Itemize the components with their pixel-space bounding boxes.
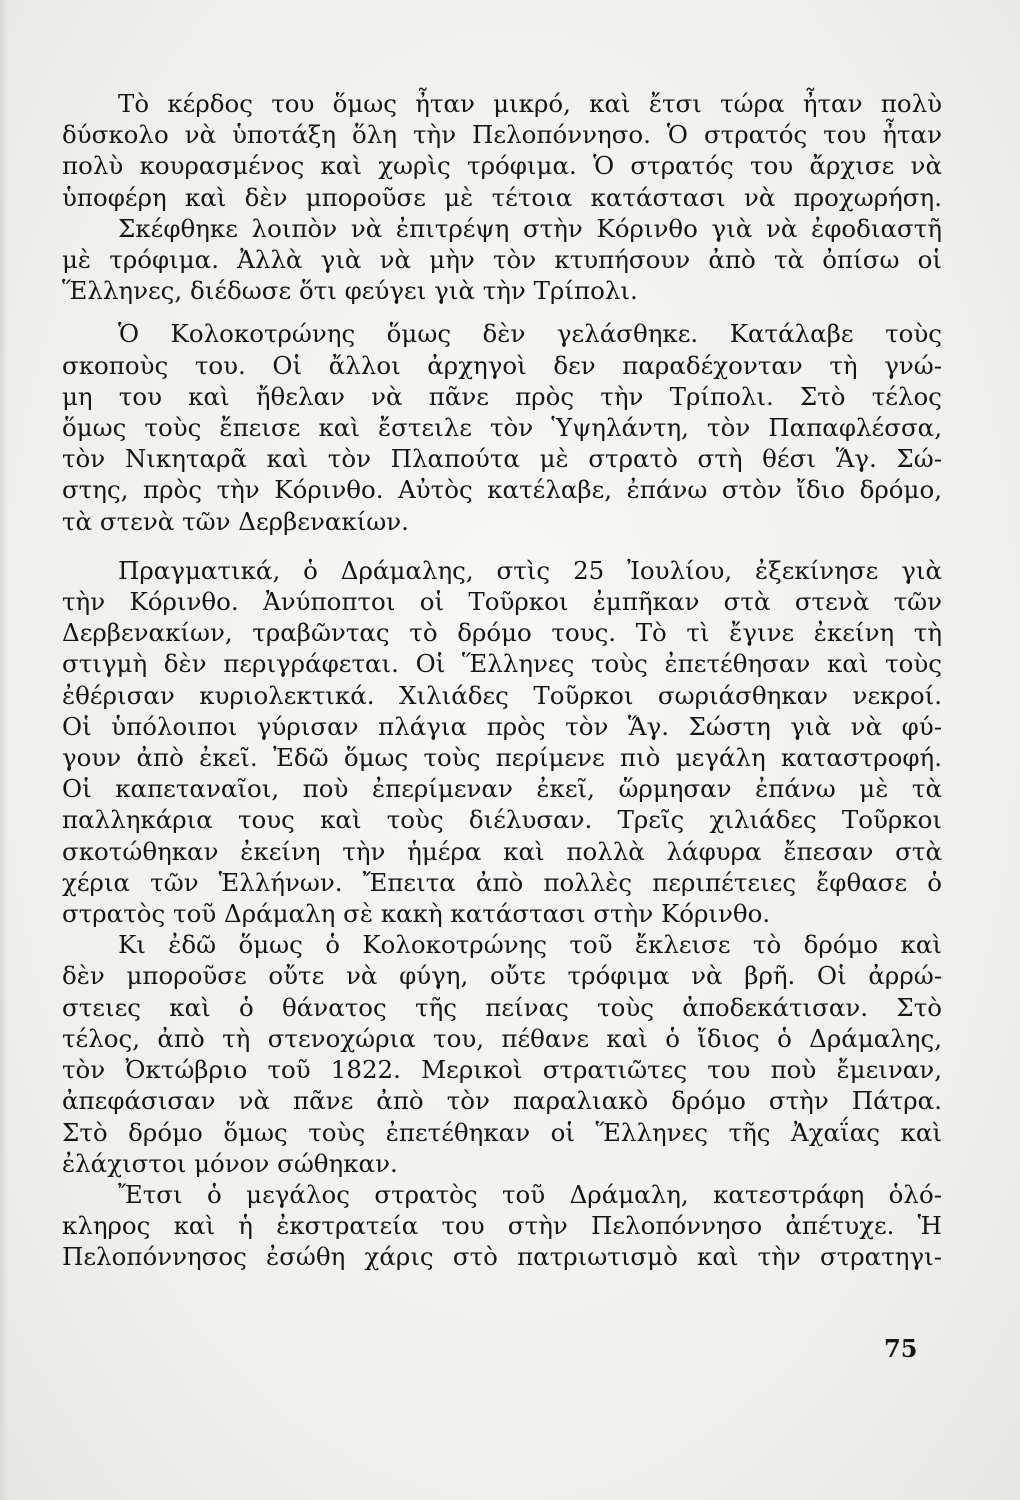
text-line: ὑποφέρη καὶ δὲν μποροῦσε μὲ τέτοια κατάστασι νὰ προχωρήση. [62, 182, 942, 212]
paragraph-1 [62, 88, 942, 213]
text-line: Ἔτσι ὁ μεγάλος στρατὸς τοῦ Δράμαλη, κατεστράφη ὁλό- [118, 1179, 942, 1209]
text-line: τὴν Κόρινθο. Ἀνύποπτοι οἱ Τοῦρκοι ἐμπῆκαν στὰ στενὰ τῶν [62, 587, 942, 617]
text-line: πολὺ κουρασμένος καὶ χωρὶς τρόφιμα. Ὁ στρατός του ἄρχισε νὰ [62, 151, 942, 181]
text-line: Ὁ Κολοκοτρώνης ὅμως δὲν γελάσθηκε. Κατάλαβε τοὺς [118, 319, 942, 349]
text-line: Πραγματικά, ὁ Δράμαλης, στὶς 25 Ἰουλίου, ἐξεκίνησε γιὰ [118, 555, 942, 585]
text-line: ἀπεφάσισαν νὰ πᾶνε ἀπὸ τὸν παραλιακὸ δρόμο στὴν Πάτρα. [62, 1086, 942, 1116]
text-line: παλληκάρια τους καὶ τοὺς διέλυσαν. Τρεῖς χιλιάδες Τοῦρκοι [62, 805, 942, 835]
text-line: Οἱ ὑπόλοιποι γύρισαν πλάγια πρὸς τὸν Ἅγ. Σώστη γιὰ νὰ φύ- [62, 711, 942, 741]
text-line: ὅμως τοὺς ἔπεισε καὶ ἔστειλε τὸν Ὑψηλάντη, τὸν Παπαφλέσσα, [62, 413, 942, 443]
text-line: Οἱ καπεταναῖοι, ποὺ ἐπερίμεναν ἐκεῖ, ὥρμησαν ἐπάνω μὲ τὰ [62, 774, 942, 804]
text-line: ἐλάχιστοι μόνον σώθηκαν. [62, 1148, 398, 1178]
text-line: στρατὸς τοῦ Δράμαλη σὲ κακὴ κατάστασι στὴν Κόρινθο. [62, 899, 771, 929]
text-line: χέρια τῶν Ἑλλήνων. Ἔπειτα ἀπὸ πολλὲς περιπέτειες ἔφθασε ὁ [62, 867, 942, 897]
text-line: Σκέφθηκε λοιπὸν νὰ ἐπιτρέψη στὴν Κόρινθο γιὰ νὰ ἐφοδιαστῆ [118, 213, 942, 243]
text-line: μη του καὶ ἤθελαν νὰ πᾶνε πρὸς τὴν Τρίπολι. Στὸ τέλος [62, 381, 942, 411]
text-line: στιγμὴ δὲν περιγράφεται. Οἱ Ἕλληνες τοὺς ἐπετέθησαν καὶ τοὺς [62, 649, 942, 679]
text-line: στειες καὶ ὁ θάνατος τῆς πείνας τοὺς ἀποδεκάτισαν. Στὸ [62, 992, 942, 1022]
paragraph-5 [62, 929, 942, 1179]
text-line: Δερβενακίων, τραβῶντας τὸ δρόμο τους. Τὸ τὶ ἔγινε ἐκείνη τὴ [62, 618, 942, 648]
text-line: σκοτώθηκαν ἐκείνη τὴν ἡμέρα καὶ πολλὰ λάφυρα ἔπεσαν στὰ [62, 836, 942, 866]
text-line: Πελοπόννησος ἐσώθη χάρις στὸ πατριωτισμὸ καὶ τὴν στρατηγι- [62, 1242, 942, 1272]
text-line: Ἕλληνες, διέδωσε ὅτι φεύγει γιὰ τὴν Τρίπολι. [62, 276, 638, 306]
text-line: Τὸ κέρδος του ὅμως ἦταν μικρό, καὶ ἔτσι τώρα ἦταν πολὺ [118, 89, 942, 118]
text-line: κληρος καὶ ἡ ἐκστρατεία του στὴν Πελοπόννησο ἀπέτυχε. Ἡ [62, 1211, 942, 1241]
text-line: Στὸ δρόμο ὅμως τοὺς ἐπετέθηκαν οἱ Ἕλληνες τῆς Ἀχαΐας καὶ [62, 1117, 942, 1147]
text-line: ἐθέρισαν κυριολεκτικά. Χιλιάδες Τοῦρκοι σωριάσθηκαν νεκροί. [62, 680, 942, 710]
binding-edge [0, 0, 8, 1500]
page-number: 75 [884, 1334, 918, 1363]
text-line: σκοποὺς του. Οἱ ἄλλοι ἀρχηγοὶ δεν παραδέχονταν τὴ γνώ- [62, 350, 942, 380]
paragraph-3 [62, 318, 942, 536]
text-line: τὰ στενὰ τῶν Δερβενακίων. [62, 506, 409, 536]
text-line: Κι ἐδῶ ὅμως ὁ Κολοκοτρώνης τοῦ ἔκλεισε τὸ δρόμο καὶ [118, 930, 942, 960]
paragraph-4 [62, 555, 942, 929]
text-line: τέλος, ἀπὸ τὴ στενοχώρια του, πέθανε καὶ ὁ ἴδιος ὁ Δράμαλης, [62, 1023, 942, 1053]
text-line: δὲν μποροῦσε οὔτε νὰ φύγη, οὔτε τρόφιμα νὰ βρῆ. Οἱ ἀρρώ- [62, 961, 942, 991]
paragraph-2 [62, 213, 942, 307]
text-line: τὸν Ὀκτώβριο τοῦ 1822. Μερικοὶ στρατιῶτες του ποὺ ἔμειναν, [62, 1055, 942, 1085]
text-line: γουν ἀπὸ ἐκεῖ. Ἐδῶ ὅμως τοὺς περίμενε πιὸ μεγάλη καταστροφή. [62, 743, 942, 773]
text-line: δύσκολο νὰ ὑποτάξη ὅλη τὴν Πελοπόννησο. Ὁ στρατός του ἦταν [62, 120, 942, 150]
text-line: στης, πρὸς τὴν Κόρινθο. Αὐτὸς κατέλαβε, ἐπάνω στὸν ἴδιο δρόμο, [62, 475, 942, 505]
text-line: μὲ τρόφιμα. Ἀλλὰ γιὰ νὰ μὴν τὸν κτυπήσουν ἀπὸ τὰ ὀπίσω οἱ [62, 245, 942, 275]
paragraph-6 [62, 1179, 942, 1273]
text-line: τὸν Νικηταρᾶ καὶ τὸν Πλαπούτα μὲ στρατὸ στὴ θέσι Ἅγ. Σώ- [62, 444, 942, 474]
body-text [62, 88, 942, 1273]
